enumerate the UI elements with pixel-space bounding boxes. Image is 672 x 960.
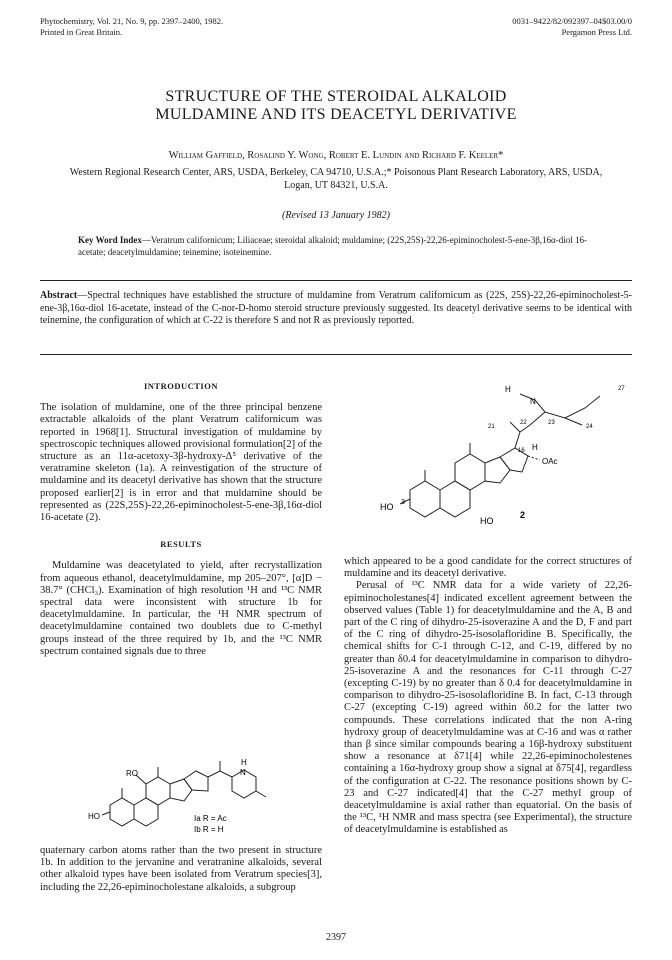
right-column	[344, 556, 632, 837]
structure-2-drawing	[370, 380, 630, 550]
article-title	[60, 88, 612, 124]
keyword-index	[78, 234, 594, 258]
structure-1-h-label: H	[241, 758, 247, 767]
structure-1-ro-label: RO	[126, 769, 138, 778]
structure-2-number: 2	[520, 510, 526, 520]
results-text: Muldamine was deacetylated to yield, after recrystallization from aqueous ethanol, deacetylmuldamine, mp 205–207°, [α]D − 38.7° (CHCl₃). Examination of high resolution ¹H and ¹³C NMR spectral data were inconsistent with structure 1b for deacetylmuldamine. In particular, the ¹H NMR spectrum of deacetylmuldamine contained two doublets due to C-methyl groups instead of the three required by 1b, and the ¹³C NMR spectrum contained signals due to three	[40, 560, 322, 657]
introduction-text: The isolation of muldamine, one of the three principal benzene extractable alkaloids of the plant Veratrum californicum was reported in 1968[1]. Structural investigation of muldamine by spectroscopic techniques allowed provisional formulation[2] of the structure as an 11α-acetoxy-3β-hydroxy-Δ⁵ derivative of the veratramine skeleton (1a). A reinvestigation of the structure of muldamine and its deacetyl derivative has shown that the structure proposed earlier[2] is in error and that muldamine should be represented as (22S,25S)-22,26-epiminocholest-5-ene-3β,16α-diol 16-acetate (2).	[40, 402, 322, 524]
revised-date: (Revised 13 January 1982)	[281, 210, 391, 221]
journal-header-right	[512, 16, 632, 38]
structure-2-c22-label: 22	[520, 420, 527, 426]
results-text-continued: quaternary carbon atoms rather than the two present in structure 1b. In addition to the jervanine and veratranine alkaloids, several other alkaloid types have been isolated from Veratrum species[3], including the 22,26-epiminocholestane alkaloids, a subgroup	[40, 845, 322, 893]
structure-2-ho-label-2: HO	[380, 502, 394, 512]
structure-2-c21-label: 21	[488, 424, 495, 430]
results-heading: RESULTS	[160, 539, 202, 550]
left-column-bottom	[40, 845, 322, 894]
structure-2-c23-label: 23	[548, 420, 555, 426]
keyword-label: Key Word Index	[78, 235, 142, 245]
structure-2-c3-label: 3	[401, 499, 405, 506]
structure-2-figure	[370, 380, 630, 550]
structure-2-c24-label: 24	[586, 424, 593, 430]
journal-header-left	[40, 16, 223, 38]
keyword-text: —Veratrum californicum; Liliaceae; steroidal alkaloid; muldamine; (22S,25S)-22,26-epiminocholest-5-ene-3β,16α-diol 16-acetate; deacetylmuldamine; teinemine; isoteinemine.	[78, 235, 588, 257]
page-number: 2397	[326, 932, 346, 943]
structure-1-ho-label: HO	[88, 812, 100, 821]
structure-1-drawing	[88, 757, 288, 837]
abstract	[40, 290, 632, 328]
divider-bottom	[40, 354, 632, 355]
structure-2-ho-label: HO	[480, 516, 494, 526]
structure-2-h16-label: H	[532, 443, 538, 452]
abstract-text: —Spectral techniques have established the structure of muldamine from Veratrum californicum as (22S, 25S)-22,26-epiminocholest-5-ene-3β,16α-diol 16-acetate, instead of the C-nor-D-homo steroid structure previously suggested. Its deacetyl derivative seems to be identical with teinemine, the configuration of which at C-22 is therefore S and not R as previously reported.	[40, 290, 632, 326]
title-line-2: MULDAMINE AND ITS DEACETYL DERIVATIVE	[155, 106, 517, 123]
publisher: Pergamon Press Ltd.	[561, 27, 632, 37]
article-code: 0031–9422/82/092397–04$03.00/0	[512, 16, 632, 26]
abstract-label: Abstract	[40, 290, 78, 301]
left-column-top	[40, 380, 322, 658]
right-column-text-2: Perusal of ¹³C NMR data for a wide variety of 22,26-epiminocholestanes[4] indicated excellent agreement between the observed values (Table 1) for deacetylmuldamine and the A, B and part of the C ring of dihydro-25-isoverazine A and the D, F and part of the C ring of dihydro-25-isosolafloridine B. Specifically, the chemical shifts for C-1 through C-12, and C-19, differed by no greater than δ0.4 for deacetylmuldamine in comparison to dihydro-25-isoverazine A and the resonances for C-11 through C-27 (excepting C-19) by no greater than δ 0.4 for deacetylmuldamine in comparison to dihydro-25-isosolafloridine B. In fact, C-13 through C-27 (excepting C-19) agreed within δ0.2 for the latter two compounds. These correlations indicated that the non A-ring hydroxy group of deacetylmuldamine was at C-16 and was α rather than β since similar compounds bearing a 16β-hydroxy substituent show a resonance at δ71[4] while 22,26-epiminocholestenes containing a 16α-hydroxy group show a signal at δ75[4], regardless of the configuration at C-22. The resonance positions shown by C-23 and C-27 indicated[4] that the C-27 methyl group of deacetylmuldamine is axial rather than equatorial. On the basis of the ¹³C, ¹H NMR and mass spectra (see Experimental), the structure of deacetylmuldamine is established as	[344, 580, 632, 836]
structure-2-c16-label: 16	[518, 448, 525, 454]
journal-citation: Phytochemistry, Vol. 21, No. 9, pp. 2397–2400, 1982.	[40, 16, 224, 26]
introduction-heading: INTRODUCTION	[143, 381, 218, 391]
divider-top	[40, 280, 632, 281]
structure-2-oac-label: OAc	[542, 457, 558, 466]
structure-2-h-label: H	[505, 385, 511, 394]
affiliation: Western Regional Research Center, ARS, USDA, Berkeley, CA 94710, U.S.A.;* Poisonous Plant Research Laboratory, ARS, USDA, Logan, UT 84321, U.S.A.	[69, 167, 603, 191]
author-list: William Gaffield, Rosalind Y. Wong, Robert E. Lundin and Richard F. Keeler*	[168, 150, 504, 161]
right-column-text-1: which appeared to be a good candidate for the correct structures of muldamine and its deacetyl derivative.	[344, 556, 632, 580]
structure-1-figure	[88, 757, 288, 837]
structure-1-legend-a: Ia R = Ac	[194, 814, 227, 823]
structure-2-c27-label: 27	[618, 386, 625, 392]
printed-note: Printed in Great Britain.	[40, 27, 123, 37]
structure-1-legend-b: Ib R = H	[194, 825, 224, 834]
structure-1-n-label: N	[240, 768, 246, 777]
title-line-1: STRUCTURE OF THE STEROIDAL ALKALOID	[165, 88, 507, 105]
structure-2-n-label: N	[530, 397, 536, 406]
